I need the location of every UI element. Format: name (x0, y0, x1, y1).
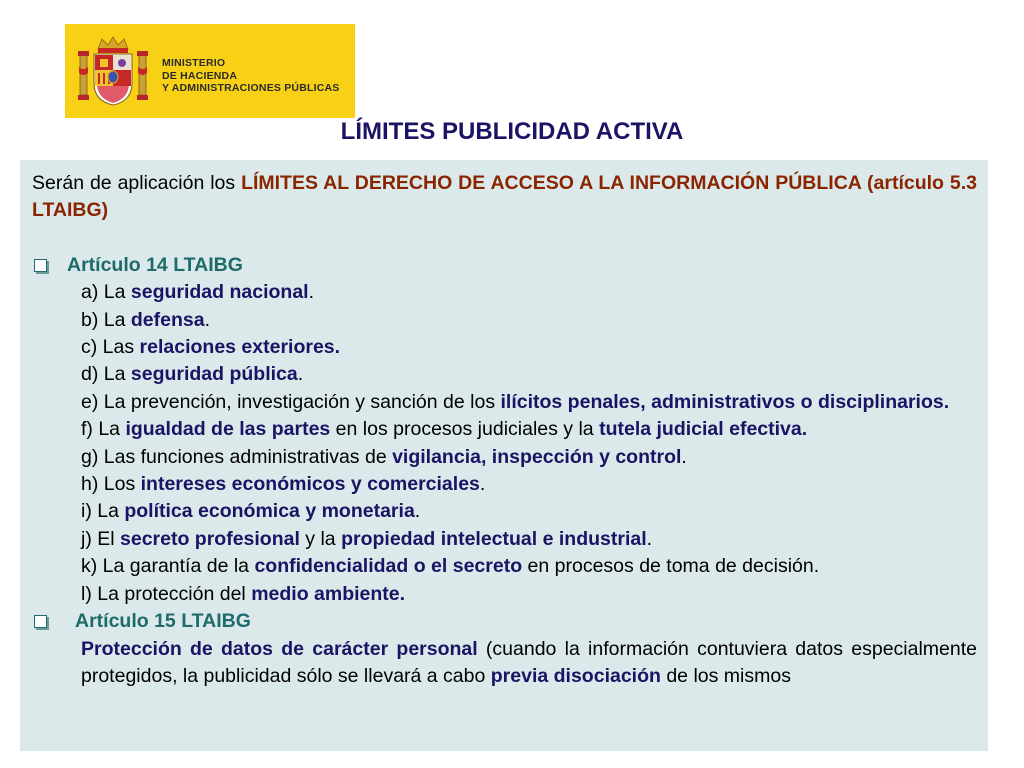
list-item-h: h) Los intereses económicos y comerciales. (81, 473, 486, 496)
list-item-d: d) La seguridad pública. (81, 363, 304, 386)
intro-paragraph (32, 170, 977, 225)
ministry-logo (65, 24, 355, 118)
art15-heading: Artículo 15 LTAIBG (75, 610, 251, 633)
ministry-name (162, 57, 340, 95)
content-text (32, 170, 977, 690)
list-item-f: f) La igualdad de las partes en los procesos judiciales y la tutela judicial efectiva. (81, 418, 808, 441)
art15-heading-row (32, 608, 977, 635)
ministry-line-2: DE HACIENDA (162, 69, 238, 82)
ministry-line-3: Y ADMINISTRACIONES PÚBLICAS (162, 82, 340, 94)
intro-highlight: LÍMITES AL DERECHO DE ACCESO A LA INFORMACIÓN PÚBLICA (artículo 5.3 LTAIBG) (32, 172, 977, 222)
art14-heading: Artículo 14 LTAIBG (67, 253, 243, 276)
art14-list (32, 279, 977, 608)
art15-paragraph: Protección de datos de carácter personal (cuando la información contuviera datos especialmente protegidos, la publicidad sólo se llevará a cabo previa disociación de los mismos (81, 637, 977, 687)
list-item-l: l) La protección del medio ambiente. (81, 582, 406, 605)
list-item-g: g) Las funciones administrativas de vigilancia, inspección y control. (81, 445, 687, 468)
list-item-i: i) La política económica y monetaria. (81, 500, 421, 523)
checkbox-bullet-icon (34, 615, 47, 628)
intro-prefix: Serán de aplicación los (32, 172, 242, 194)
page-title: LÍMITES PUBLICIDAD ACTIVA (340, 118, 684, 145)
list-item-j: j) El secreto profesional y la propiedad intelectual e industrial. (81, 527, 653, 550)
list-item-c: c) Las relaciones exteriores. (81, 336, 341, 359)
list-item-k: k) La garantía de la confidencialidad o el secreto en procesos de toma de decisión. (81, 555, 820, 578)
list-item-e: e) La prevención, investigación y sanción de los ilícitos penales, administrativos o disciplinarios. (81, 390, 950, 413)
list-item-a: a) La seguridad nacional. (81, 281, 315, 304)
art14-heading-row (32, 252, 977, 279)
ministry-line-1: MINISTERIO (162, 57, 226, 69)
coat-of-arms-icon (78, 35, 148, 109)
checkbox-bullet-icon (34, 259, 47, 272)
list-item-b: b) La defensa. (81, 308, 210, 331)
